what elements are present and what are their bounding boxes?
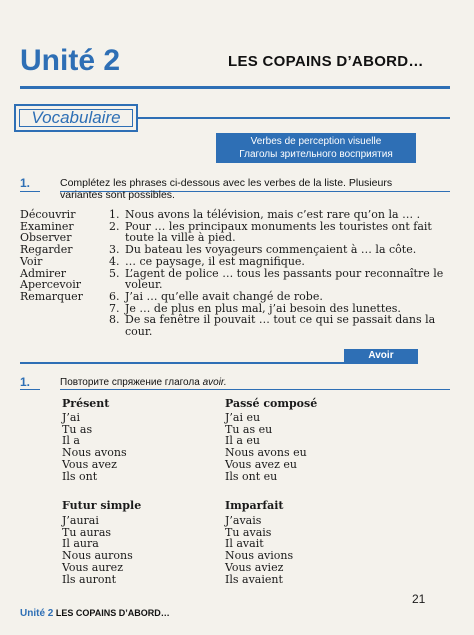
verb-item: Admirer — [20, 266, 66, 280]
verb-item: Apercevoir — [20, 278, 82, 292]
sentence-text: J’ai … qu’elle avait changé de robe. — [125, 289, 323, 303]
conj-form: Il avait — [225, 537, 264, 551]
sentence-text: Nous avons la télévision, mais c’est rare qu’on la … . — [125, 208, 421, 221]
exercise1-rule-left — [20, 191, 40, 192]
conj-form: Nous avions — [225, 549, 294, 563]
conj-form: Vous aviez — [225, 560, 284, 574]
sentence-item — [109, 314, 449, 337]
sentence-text: … ce paysage, il est magnifique. — [125, 254, 305, 268]
conj-form: J’ai — [62, 411, 80, 424]
sentence-text: Pour … les principaux monuments les touristes ont fait toute la ville à pied. — [125, 219, 432, 245]
conj-form: Vous avez — [62, 457, 117, 471]
avoir-tag: Avoir — [344, 349, 418, 362]
futur-simple-forms — [62, 515, 133, 585]
sentence-text: Je … de plus en plus mal, j’ai besoin des lunettes. — [125, 301, 401, 315]
sentence-item — [109, 209, 449, 221]
futur-simple-title: Futur simple — [62, 499, 142, 512]
exercise1-number: 1. — [20, 176, 31, 190]
present-title: Présent — [62, 397, 110, 410]
conj-form: Tu as eu — [225, 422, 273, 436]
verb-item: Découvrir — [20, 208, 76, 221]
sentence-number: 3. — [109, 243, 120, 257]
passe-compose-forms — [225, 412, 307, 482]
conj-form: Ils ont eu — [225, 469, 278, 483]
sentence-number: 4. — [109, 254, 120, 268]
exercise2-rule — [60, 389, 450, 390]
exercise1-instruction-line2: variantes sont possibles. — [60, 189, 175, 201]
sentence-number: 8. — [109, 313, 120, 327]
sentence-text: Du bateau les voyageurs commençaient à … la côte. — [125, 243, 417, 257]
conj-form: Nous aurons — [62, 549, 133, 563]
sentence-text: L’agent de police … tous les passants pour reconnaître le voleur. — [125, 266, 444, 292]
verb-list — [20, 209, 120, 303]
verb-item: Voir — [20, 254, 43, 268]
topic-box — [216, 133, 416, 163]
unit-title: Unité 2 — [20, 44, 121, 77]
verb-item: Remarquer — [20, 289, 83, 303]
conj-form: Tu avais — [225, 525, 272, 539]
sentence-text: De sa fenêtre il pouvait … tout ce qui se passait dans la cour. — [125, 313, 436, 339]
exercise2-instruction-text: Повторите спряжение глагола — [60, 377, 203, 388]
exercise2-instruction-verb: avoir. — [202, 377, 227, 388]
exercise1-instruction-line1: Complétez les phrases ci-dessous avec les verbes de la liste. Plusieurs — [60, 177, 393, 189]
exercise2-instruction — [60, 377, 227, 389]
conj-form: Ils auront — [62, 572, 117, 586]
conj-form: Il a — [62, 434, 80, 448]
conj-form: Il a eu — [225, 434, 261, 448]
page-number: 21 — [412, 592, 426, 606]
imparfait-title: Imparfait — [225, 499, 284, 512]
conj-form: Ils avaient — [225, 572, 283, 586]
conj-form: J’aurai — [62, 514, 99, 527]
sentence-item — [109, 256, 449, 268]
conj-form: Vous aurez — [62, 560, 123, 574]
imparfait-forms — [225, 515, 293, 585]
conj-form: Tu auras — [62, 525, 112, 539]
sentence-item — [109, 268, 449, 291]
footer — [20, 608, 170, 619]
conj-form: Tu as — [62, 422, 93, 436]
footer-unit: Unité 2 — [20, 608, 54, 619]
header-rule — [20, 86, 450, 89]
conj-form: Nous avons eu — [225, 446, 307, 460]
verb-item: Observer — [20, 231, 72, 245]
sentence-item — [109, 221, 449, 244]
conj-form: J’avais — [225, 514, 262, 527]
sentence-number: 7. — [109, 301, 120, 315]
topic-line-russian: Глаголы зрительного восприятия — [239, 149, 393, 160]
sentence-item — [109, 291, 449, 303]
verb-item: Regarder — [20, 243, 73, 257]
passe-compose-title: Passé composé — [225, 397, 318, 410]
section-rule — [138, 117, 450, 119]
conj-form: Ils ont — [62, 469, 98, 483]
present-forms — [62, 412, 127, 482]
exercise2-number: 1. — [20, 375, 31, 389]
sentence-number: 6. — [109, 289, 120, 303]
conj-form: Nous avons — [62, 446, 127, 460]
footer-chapter: LES COPAINS D’ABORD… — [55, 608, 170, 618]
topic-line-french: Verbes de perception visuelle — [250, 136, 382, 147]
conj-form: Vous avez eu — [225, 457, 297, 471]
conj-form: Il aura — [62, 537, 99, 551]
exercise1-instruction — [60, 177, 455, 201]
sentence-number: 5. — [109, 266, 120, 280]
exercise2-rule-left — [20, 389, 40, 390]
avoir-rule — [20, 362, 418, 364]
sentence-list — [109, 209, 449, 338]
sentence-number: 2. — [109, 219, 120, 233]
chapter-title: LES COPAINS D’ABORD… — [228, 53, 424, 70]
vocabulaire-tag — [14, 104, 138, 132]
verb-item: Examiner — [20, 219, 74, 233]
vocabulaire-label: Vocabulaire — [19, 109, 133, 127]
sentence-number: 1. — [109, 208, 120, 221]
conj-form: J’ai eu — [225, 411, 261, 424]
